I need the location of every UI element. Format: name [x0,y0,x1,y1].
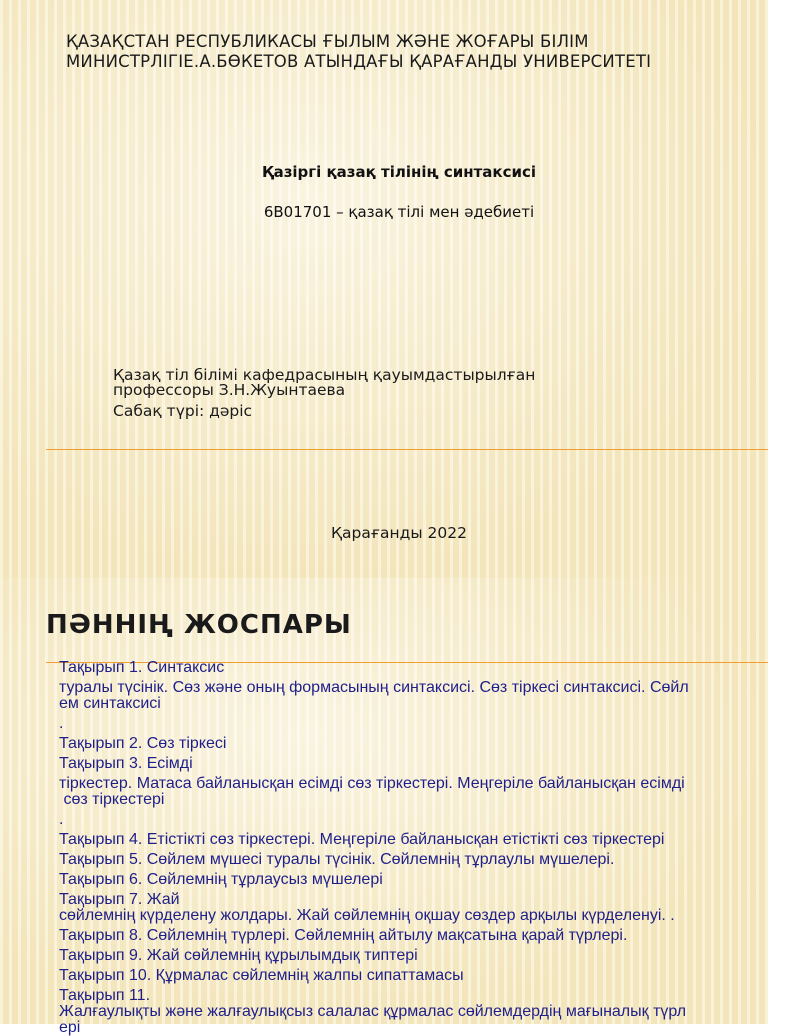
lesson-type: Сабақ түрі: дәріс [113,402,253,420]
topic-line: Тақырып 1. Синтаксис [59,659,225,676]
topic-line: ері [59,1019,81,1036]
plan-slide [0,578,768,1036]
topic-line: тіркестер. Матаса байланысқан есімді сөз тіркестері. Меңгеріле байланысқан есімді [59,775,685,792]
topic-line: Тақырып 10. Құрмалас сөйлемнің жалпы сипаттамасы [59,967,464,984]
course-title: Қазіргі қазақ тілінің синтаксисі [261,163,537,181]
topic-line: Тақырып 6. Сөйлемнің тұрлаусыз мүшелері [59,871,383,888]
topic-line: Тақырып 4. Етістікті сөз тіркестері. Меңгеріле байланысқан етістікті сөз тіркестері [59,831,665,848]
topic-line: туралы түсінік. Сөз және оның формасының синтаксисі. Сөз тіркесі синтаксисі. Сөйл [59,679,689,696]
divider-line [46,449,768,450]
topic-line: Тақырып 7. Жай [59,891,180,908]
city-year: Қарағанды 2022 [331,524,467,542]
topic-line: . [59,715,64,732]
topic-line: сөз тіркестері [59,791,165,808]
topic-line: Жалғаулықты және жалғаулықсыз салалас құрмалас сөйлемдердің мағыналық түрл [59,1003,687,1020]
slide-title: ПӘННІҢ ЖОСПАРЫ [46,610,352,640]
topic-line: Тақырып 3. Есімді [59,755,193,772]
topic-line: Тақырып 2. Сөз тіркесі [59,735,227,752]
topic-line: сөйлемнің күрделену жолдары. Жай сөйлемнің оқшау сөздер арқылы күрделенуі. . [59,907,675,924]
topic-line: Тақырып 9. Жай сөйлемнің құрылымдық типтері [59,947,418,964]
topic-list [59,660,739,1036]
topic-line: Тақырып 8. Сөйлемнің түрлері. Сөйлемнің айтылу мақсатына қарай түрлері. [59,927,628,944]
topic-line: ем синтаксисі [59,695,161,712]
topic-line: . [59,811,64,828]
topic-line: Тақырып 11. [59,987,151,1004]
topic-line: Тақырып 5. Сөйлем мүшесі туралы түсінік. Сөйлемнің тұрлаулы мүшелері. [59,851,615,868]
lecturer-info: Қазақ тіл білімі кафедрасының қауымдастырылған профессоры З.Н.Жуынтаева [113,366,536,399]
program-code: 6В01701 – қазақ тілі мен әдебиеті [263,203,535,221]
university-name: ҚАЗАҚСТАН РЕСПУБЛИКАСЫ ҒЫЛЫМ ЖӘНЕ ЖОҒАРЫ БІЛІМ МИНИСТРЛІГІЕ.А.БӨКЕТОВ АТЫНДАҒЫ ҚАРАҒАНДЫ УНИВЕРСИТЕТІ [66,32,652,71]
